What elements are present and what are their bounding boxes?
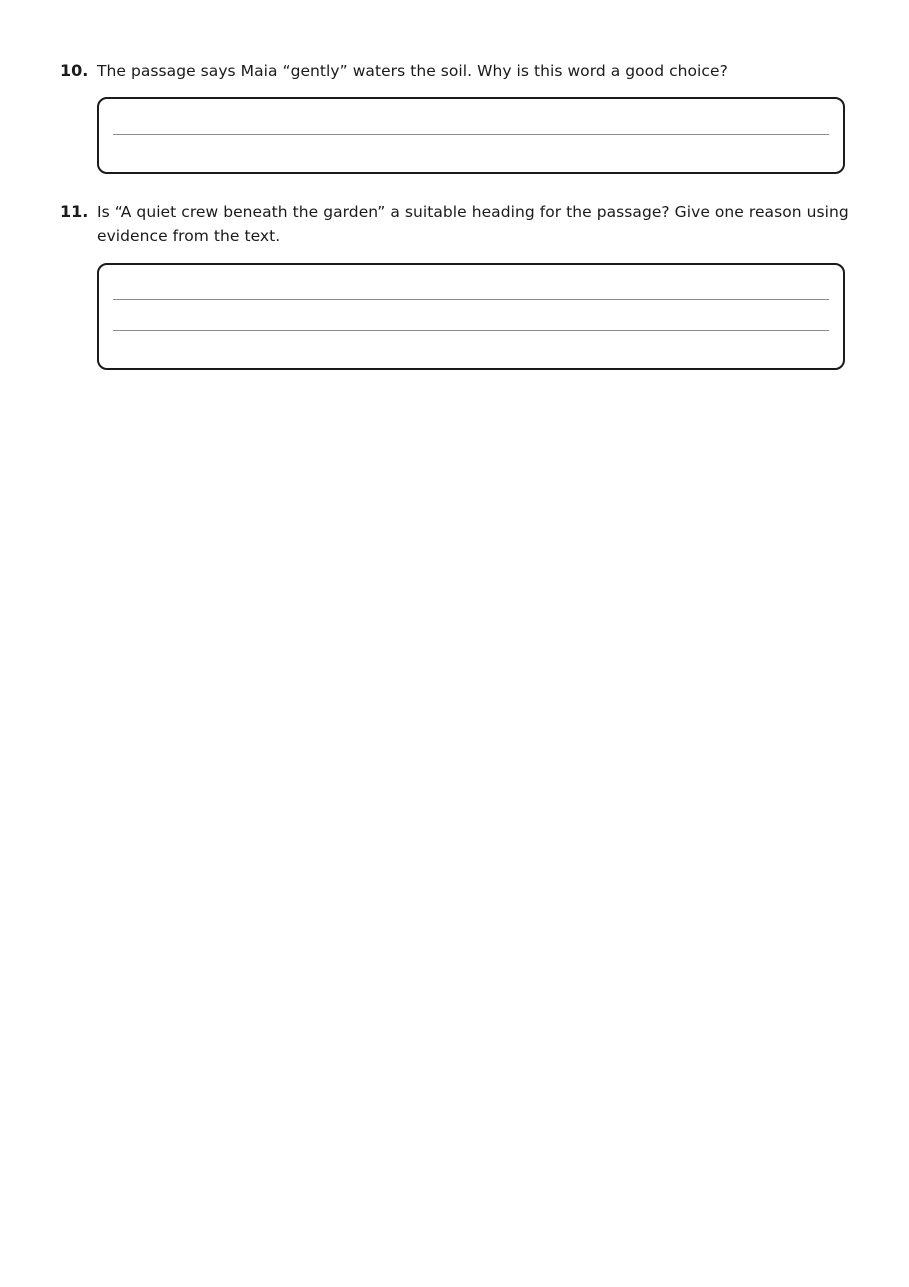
question-10 bbox=[60, 59, 850, 83]
answer-box-11[interactable] bbox=[97, 263, 845, 370]
question-text: Is “A quiet crew beneath the garden” a suitable heading for the passage? Give one reason using evidence from the text. bbox=[97, 203, 849, 245]
question-11 bbox=[60, 200, 850, 248]
answer-line bbox=[113, 299, 829, 300]
question-text: The passage says Maia “gently” waters the soil. Why is this word a good choice? bbox=[97, 62, 728, 80]
answer-line bbox=[113, 134, 829, 135]
answer-line bbox=[113, 330, 829, 331]
answer-box-10[interactable] bbox=[97, 97, 845, 174]
question-number: 11. bbox=[60, 202, 89, 221]
question-number: 10. bbox=[60, 61, 89, 80]
